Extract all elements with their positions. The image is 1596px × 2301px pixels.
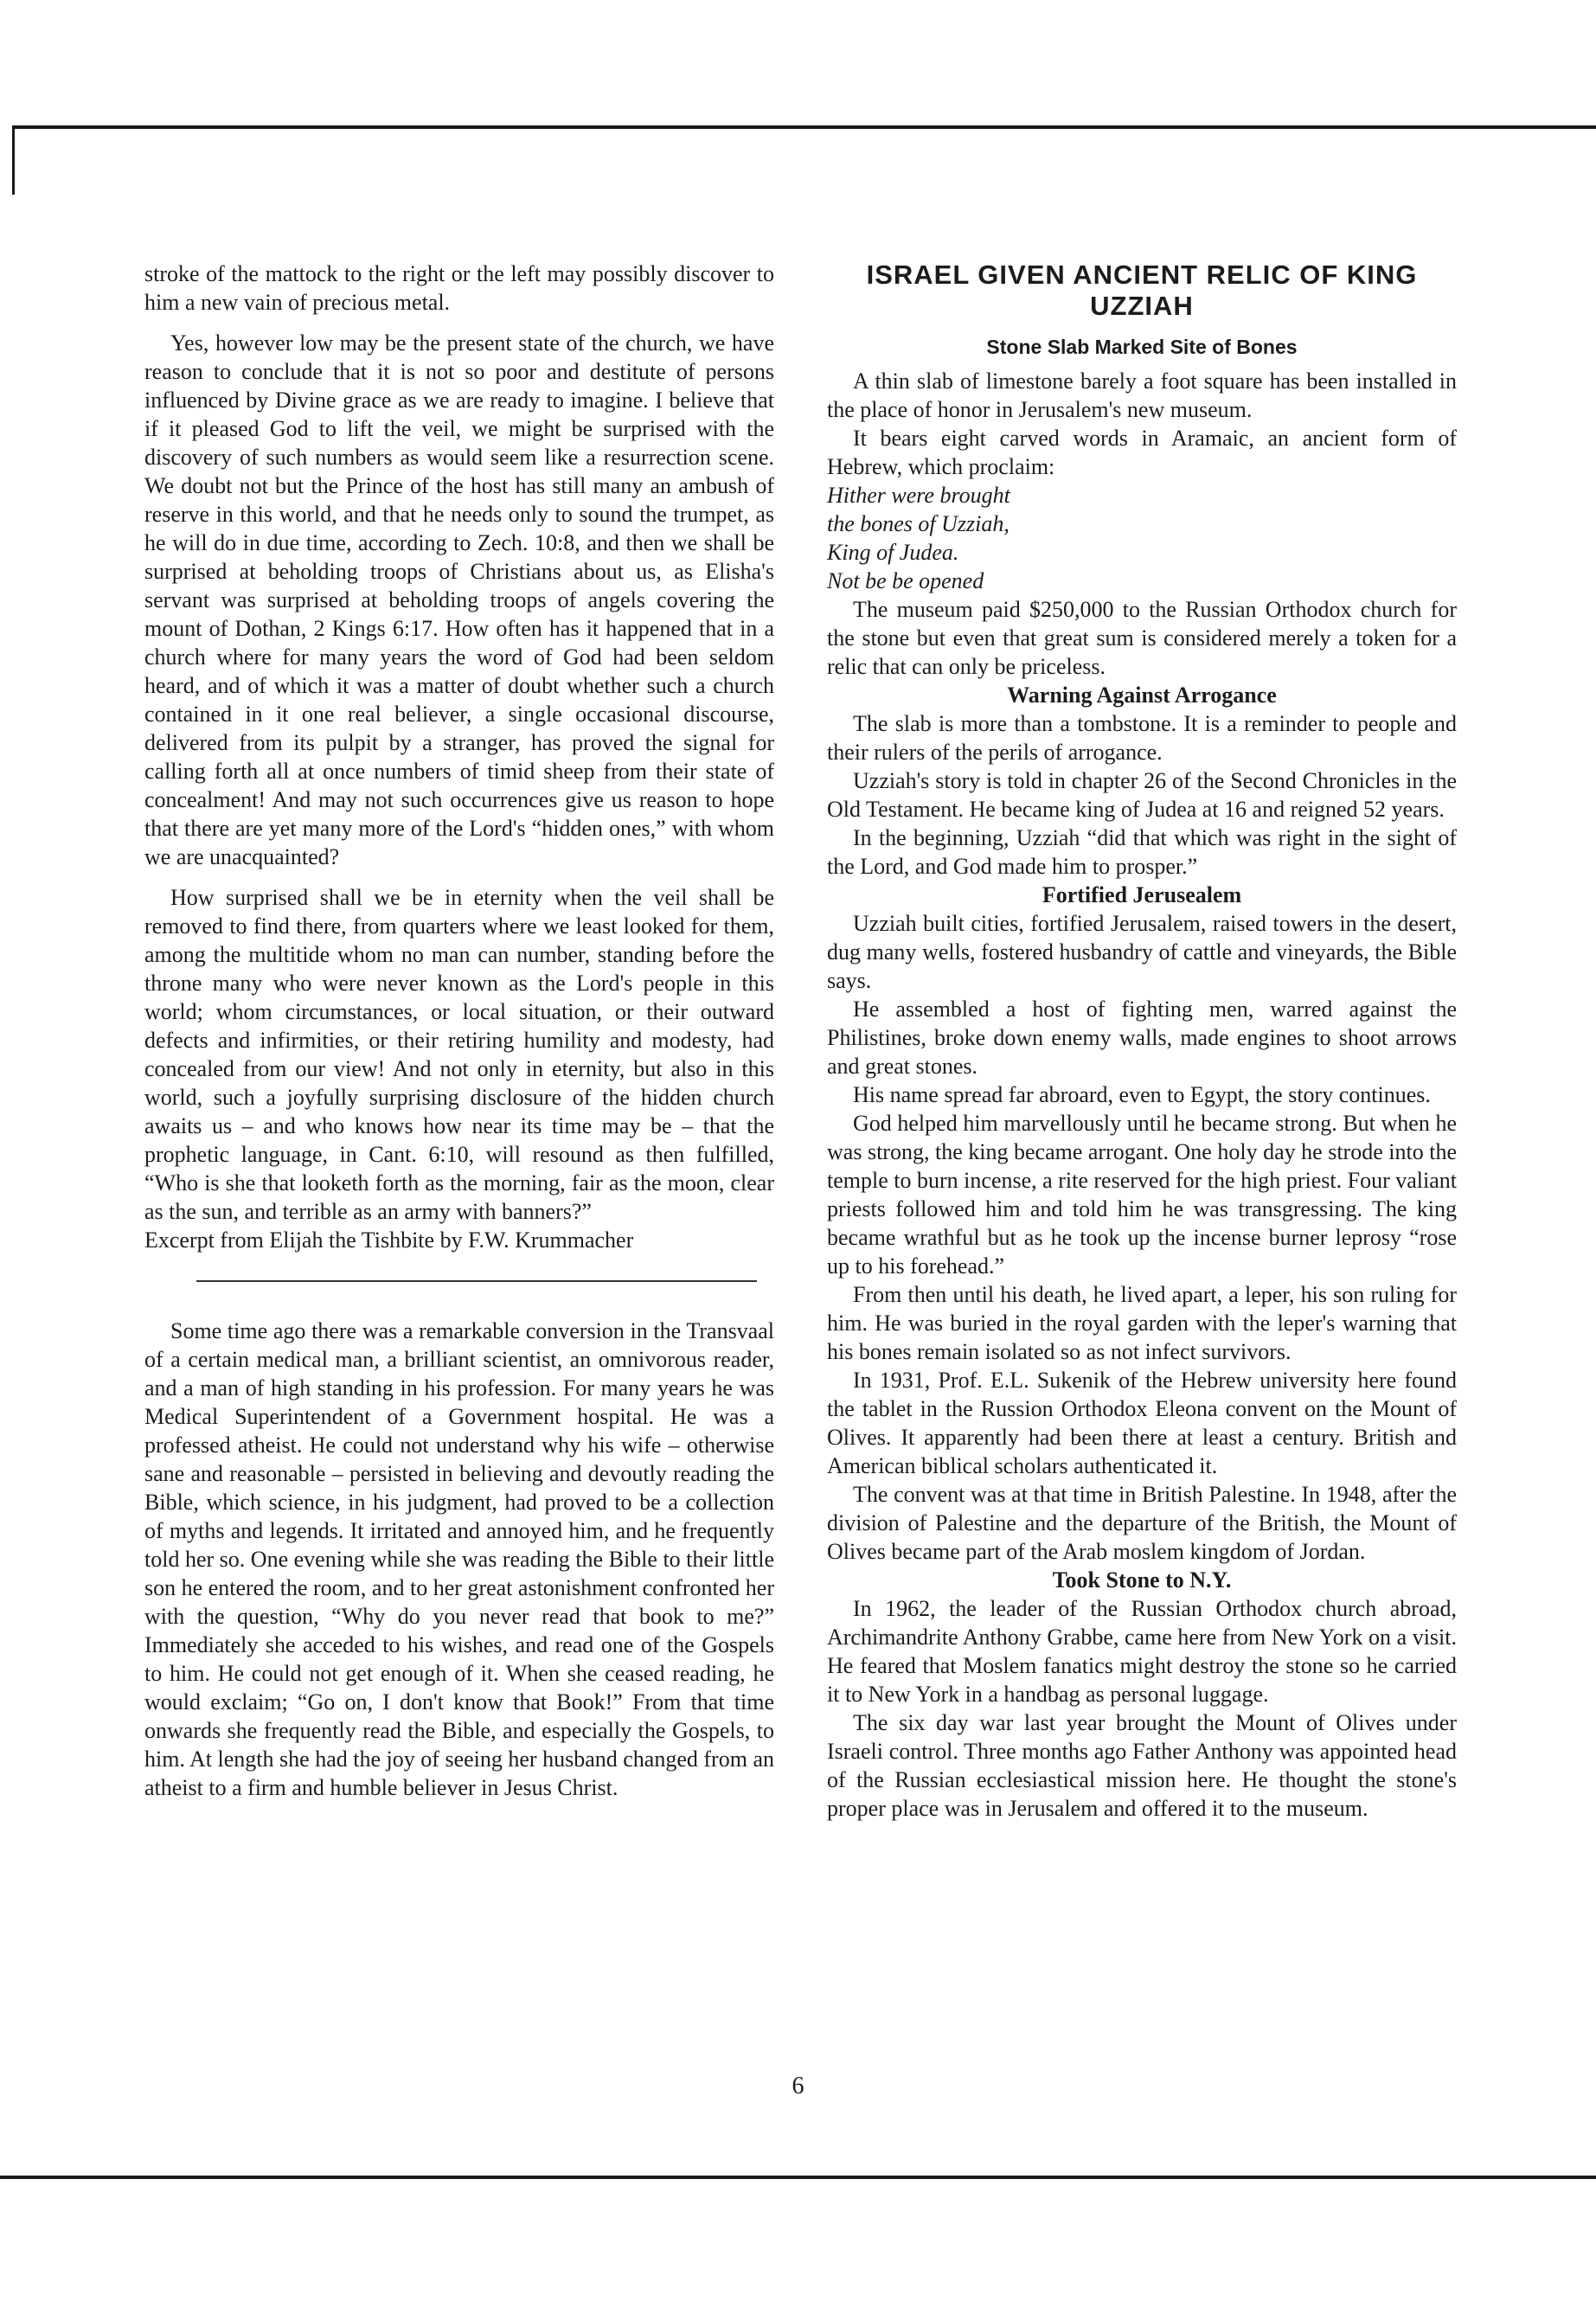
section-heading: Fortified Jerusealem [1042,882,1242,907]
paragraph: It bears eight carved words in Aramaic, an ancient form of Hebrew, which proclaim: [827,426,1457,479]
left-column [144,260,774,1802]
article-subtitle: Stone Slab Marked Site of Bones [986,336,1298,358]
paragraph: Uzziah built cities, fortified Jerusalem, raised towers in the desert, dug many wells, fostered husbandry of cattle and vineyards, the Bible says. [827,911,1457,993]
conversion-story: Some time ago there was a remarkable conversion in the Transvaal of a certain medical man, a brilliant scientist, an omnivorous reader, and a man of high standing in his profession. For many years he was Medical Superintendent of a Government hospital. He was a professed atheist. He could not understand why his wife – otherwise sane and reasonable – persisted in believing and devoutly reading the Bible, which science, in his judgment, had proved to be a collection of myths and legends. It irritated and annoyed him, and he frequently told her so. One evening while she was reading the Bible to their little son he entered the room, and to her great astonishment confronted her with the question, “Why do you never read that book to me?” Immediately she acceded to his wishes, and read one of the Gospels to him. He could not get enough of it. When she ceased reading, he would exclaim; “Go on, I don't know that Book!” From that time onwards she frequently read the Bible, and especially the Gospels, to him. At length she had the joy of seeing her husband changed from an atheist to a firm and humble believer in Jesus Christ. [144,1318,774,1800]
paragraph: The six day war last year brought the Mount of Olives under Israeli control. Three months ago Father Anthony was appointed head of the Russian ecclesiastical mission here. He thought the stone's proper place was in Jerusalem and offered it to the museum. [827,1710,1457,1821]
paragraph: Uzziah's story is told in chapter 26 of the Second Chronicles in the Old Testament. He became king of Judea at 16 and reigned 52 years. [827,768,1457,822]
section-heading: Took Stone to N.Y. [1052,1567,1232,1593]
poem-line: King of Judea. [827,540,959,565]
poem-line: Hither were brought [827,483,1010,508]
paragraph: God helped him marvellously until he became strong. But when he was strong, the king became arrogant. One holy day he strode into the temple to burn incense, a rite reserved for the high priest. Four valiant priests followed him and told him he was transgressing. The king became wrathful but as he took up the incense burner leprosy “rose up to his forehead.” [827,1111,1457,1279]
article-title: ISRAEL GIVEN ANCIENT RELIC OF KING UZZIAH [866,260,1418,321]
paragraph: His name spread far abroard, even to Egypt, the story continues. [853,1082,1431,1107]
paragraph: In the beginning, Uzziah “did that which was right in the sight of the Lord, and God made him to prosper.” [827,825,1457,879]
paragraph: The convent was at that time in British Palestine. In 1948, after the division of Palestine and the departure of the British, the Mount of Olives became part of the Arab moslem kingdom of Jordan. [827,1482,1457,1564]
paragraph: The slab is more than a tombstone. It is a reminder to people and their rulers of the perils of arrogance. [827,711,1457,765]
top-rule [12,125,1596,129]
paragraph: From then until his death, he lived apart, a leper, his son ruling for him. He was buried in the royal garden with the leper's warning that his bones remain isolated so as not infect survivors. [827,1282,1457,1364]
paragraph: He assembled a host of fighting men, warred against the Philistines, broke down enemy walls, made engines to shoot arrows and great stones. [827,997,1457,1079]
page-number: 6 [792,2073,804,2099]
section-divider [196,1280,757,1282]
paragraph: In 1931, Prof. E.L. Sukenik of the Hebrew university here found the tablet in the Russion Orthodox Eleona convent on the Mount of Olives. It apparently had been there at least a century. British and American biblical scholars authenticated it. [827,1368,1457,1478]
paragraph: A thin slab of limestone barely a foot square has been installed in the place of honor in Jerusalem's new museum. [827,369,1457,422]
paragraph: How surprised shall we be in eternity when the veil shall be removed to find there, from quarters where we least looked for them, among the multitide whom no man can number, standing before the throne many who were never known as the Lord's people in this world; whom circumstances, or local situation, or their outward defects and infirmities, or their retiring humility and modesty, had concealed from our view! And not only in eternity, but also in this world, such a joyfully surprising disclosure of the hidden church awaits us – and who knows how near its time may be – that the prophetic language, in Cant. 6:10, will resound as then fulfilled, “Who is she that looketh forth as the morning, fair as the moon, clear as the sun, and terrible as an army with banners?” [144,885,774,1224]
left-edge-rule [12,125,15,195]
paragraph: In 1962, the leader of the Russian Orthodox church abroad, Archimandrite Anthony Grabbe, came here from New York on a visit. He feared that Moslem fanatics might destroy the stone so he carried it to New York in a handbag as personal luggage. [827,1596,1457,1707]
paragraph: The museum paid $250,000 to the Russian Orthodox church for the stone but even that great sum is considered merely a token for a relic that can only be priceless. [827,597,1457,679]
section-heading: Warning Against Arrogance [1007,683,1277,708]
paragraph: Yes, however low may be the present state of the church, we have reason to conclude that it is not so poor and destitute of persons influenced by Divine grace as we are ready to imagine. I believe that if it pleased God to lift the veil, we might be surprised with the discovery of such numbers as would seem like a resurrection scene. We doubt not but the Prince of the host has still many an ambush of reserve in this world, and that he needs only to sound the trumpet, as he will do in due time, according to Zech. 10:8, and then we shall be surprised at beholding troops of Christians about us, as Elisha's servant was surprised at beholding troops of angels covering the mount of Dothan, 2 Kings 6:17. How often has it happened that in a church where for many years the word of God had been seldom heard, and of which it was a matter of doubt whether such a church contained in it one real believer, a single occasional discourse, delivered from its pulpit by a stranger, has proved the signal for calling forth all at once numbers of timid sheep from their state of concealment! And may not such occurrences give us reason to hope that there are yet many more of the Lord's “hidden ones,” with whom we are unacquainted? [144,330,774,869]
right-column [827,260,1457,1823]
poem-line: the bones of Uzziah, [827,511,1010,536]
inscription-poem [827,481,1457,595]
paragraph: stroke of the mattock to the right or the left may possibly discover to him a new vain of precious metal. [144,261,774,315]
poem-line: Not be be opened [827,568,984,593]
excerpt-attribution: Excerpt from Elijah the Tishbite by F.W. Krummacher [144,1227,634,1253]
bottom-rule [0,2176,1596,2179]
